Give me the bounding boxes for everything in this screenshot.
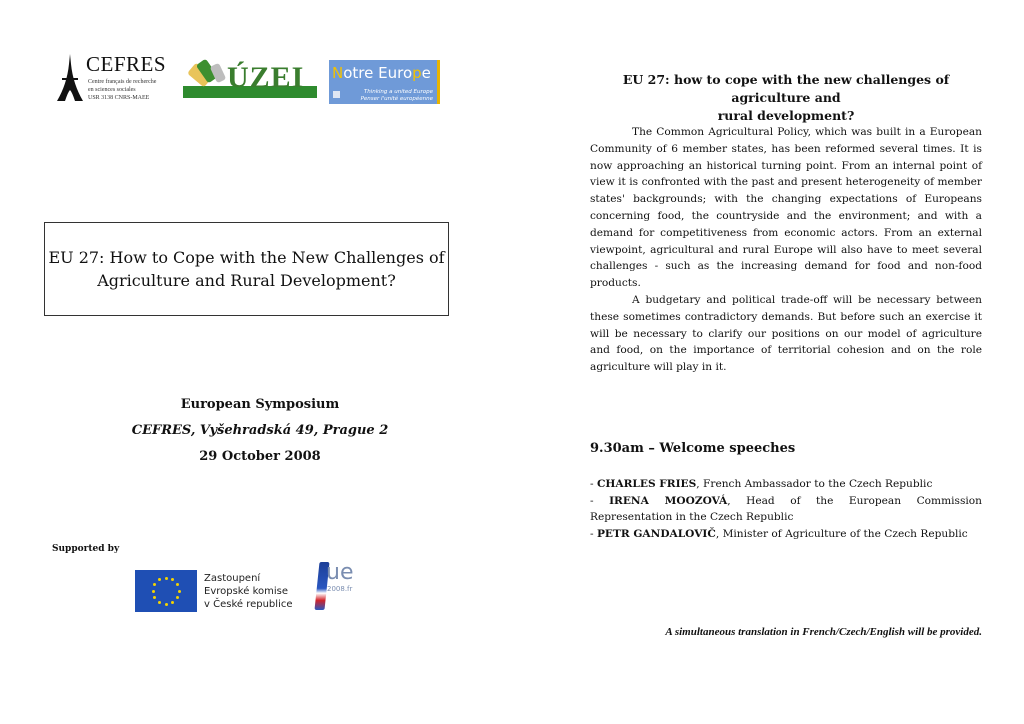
- eiffel-tower-icon: [56, 54, 84, 102]
- cefres-logo: [56, 54, 176, 102]
- ue-logo-text: ue: [326, 560, 354, 585]
- notre-europe-tagline-1: Thinking a united Europe: [363, 89, 433, 95]
- notre-europe-name: Notre Europe: [332, 64, 431, 82]
- ue-logo-year: 2008.fr: [327, 585, 353, 593]
- eu-rep-line-2: Evropské komise: [204, 586, 289, 597]
- eu-star-icon: [158, 578, 161, 581]
- title-box: [44, 222, 449, 316]
- intro-paragraph-2: A budgetary and political trade-off will be necessary between these sometimes contradictory demands. But before such an exercise it will be necessary to clarify our positions on our model of agriculture and food, on the importance of territorial cohesion and on the role agriculture will play in it.: [590, 294, 982, 374]
- eu-star-icon: [153, 596, 156, 599]
- eu-star-icon: [178, 590, 181, 593]
- eu-star-icon: [153, 583, 156, 586]
- speaker-item: - PETR GANDALOVIČ, Minister of Agriculture of the Czech Republic: [590, 527, 968, 540]
- speaker-item: - IRENA MOOZOVÁ, Head of the European Commission: [590, 494, 982, 507]
- notre-europe-tagline-2: Penser l'unité européenne: [360, 96, 433, 102]
- translation-note: A simultaneous translation in French/Czech/English will be provided.: [665, 626, 982, 638]
- notre-europe-logo: [329, 60, 440, 104]
- supported-by-label: Supported by: [52, 544, 120, 554]
- eu-rep-line-1: Zastoupení: [204, 573, 261, 584]
- eu-rep-line-3: v České republice: [204, 599, 293, 610]
- symposium-title: [48, 246, 444, 292]
- speaker-item-continuation: Representation in the Czech Republic: [590, 511, 794, 523]
- eu-star-icon: [171, 601, 174, 604]
- right-title-line-1: EU 27: how to cope with the new challenges of agriculture and: [622, 72, 950, 105]
- eu-star-icon: [152, 590, 155, 593]
- event-venue: CEFRES, Vyšehradská 49, Prague 2: [131, 423, 389, 438]
- cefres-subtitle-2: en sciences sociales: [88, 87, 136, 93]
- intro-paragraph-1: The Common Agricultural Policy, which was built in a European Community of 6 member states, has been reformed several times. It is now approaching an historical turning point. From an internal point of view it is confronted with the past and present heterogeneity of member states' backgrounds; with the changing expectations of Europeans concerning food, the countryside and the environment; and with a demand for competitiveness from economic actors. From an external viewpoint, agricultural and rural Europe will also have to meet several challenges - such as the increasing demand for food and non-food products.: [590, 126, 982, 290]
- square-icon: [333, 91, 340, 98]
- eu-flag-icon: [135, 570, 197, 612]
- event-date: 29 October 2008: [199, 449, 321, 464]
- eu-representation-logo: [204, 572, 293, 611]
- ue2008-logo: [311, 560, 361, 612]
- title-line-2: Agriculture and Rural Development?: [97, 271, 396, 290]
- eu-star-icon: [158, 601, 161, 604]
- right-title: [588, 71, 984, 125]
- welcome-speeches-heading: 9.30am – Welcome speeches: [590, 441, 796, 456]
- speakers-list: [590, 476, 982, 542]
- event-type: European Symposium: [180, 397, 340, 412]
- right-title-line-2: rural development?: [717, 108, 855, 123]
- uzei-logo: [183, 58, 317, 98]
- title-line-1: EU 27: How to Cope with the New Challenges of: [48, 248, 445, 267]
- eu-star-icon: [165, 603, 168, 606]
- eu-star-icon: [176, 583, 179, 586]
- cefres-name: CEFRES: [86, 52, 167, 76]
- speaker-item: - CHARLES FRIES, French Ambassador to the Czech Republic: [590, 478, 933, 490]
- cefres-subtitle-3: USR 3138 CNRS-MAEE: [88, 95, 150, 101]
- uzei-name: ÚZEI: [227, 61, 305, 94]
- eu-star-icon: [176, 596, 179, 599]
- eu-star-icon: [171, 578, 174, 581]
- cefres-subtitle-1: Centre français de recherche: [88, 79, 157, 85]
- eu-star-icon: [165, 577, 168, 580]
